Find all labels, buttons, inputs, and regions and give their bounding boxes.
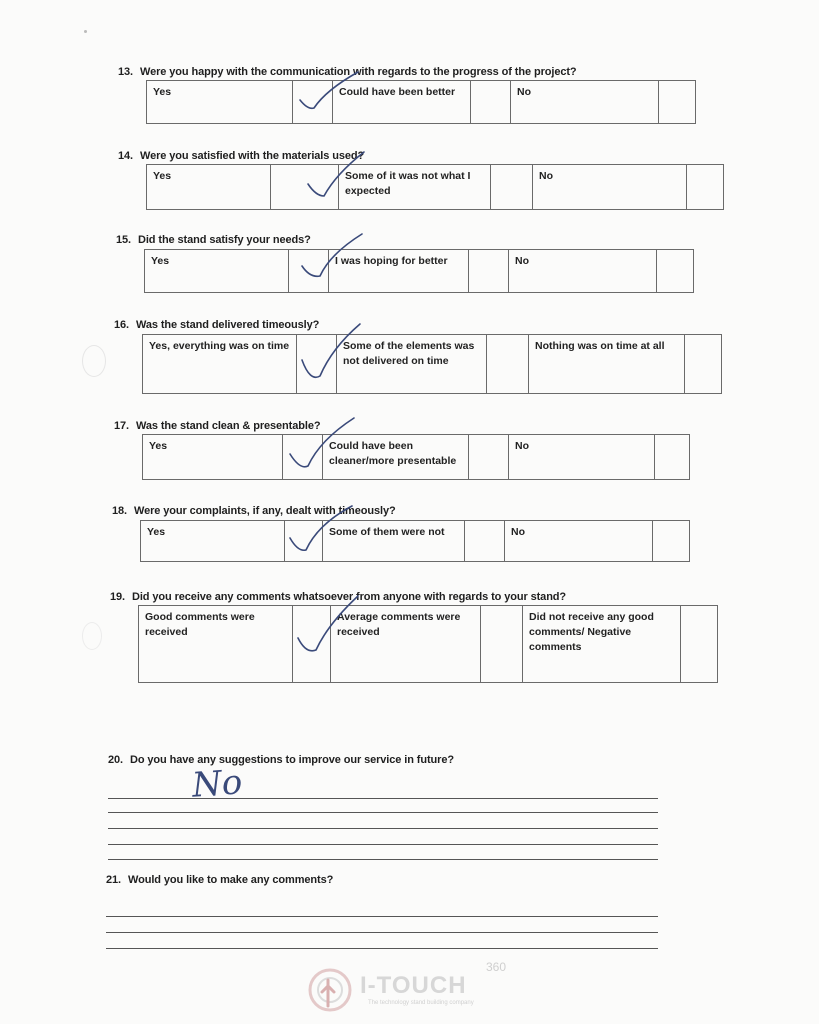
punch-hole-shadow [82,622,102,650]
question-13-options [146,80,696,124]
handwritten-answer: No [190,762,244,806]
question-16-title: 16. Was the stand delivered timeously? [114,319,320,331]
checkmark-icon [296,70,376,114]
checkbox-hoping-for-better[interactable] [469,250,509,292]
option-average-comments[interactable]: Average comments were received [331,606,481,682]
option-yes[interactable]: Yes [141,521,285,561]
checkbox-could-have-been-better[interactable] [471,81,511,123]
question-17-options [142,434,690,480]
touch-hand-icon [300,962,360,1014]
checkbox-could-be-cleaner[interactable] [469,435,509,479]
checkbox-average-comments[interactable] [481,606,523,682]
question-15-options [144,249,694,293]
option-yes[interactable]: Yes [145,250,289,292]
question-18-title: 18. Were your complaints, if any, dealt with timeously? [112,505,396,517]
question-17-title: 17. Was the stand clean & presentable? [114,420,321,432]
question-18-options [140,520,690,562]
company-logo [300,960,530,1020]
option-some-not-delivered[interactable]: Some of the elements was not delivered on time [337,335,487,393]
logo-wordmark: I-TOUCH [360,972,467,999]
scan-speck [84,30,87,33]
write-line[interactable] [106,948,658,949]
option-could-be-cleaner[interactable]: Could have been cleaner/more presentable [323,435,469,479]
option-some-not-expected[interactable]: Some of it was not what I expected [339,165,491,209]
question-16-options [142,334,722,394]
option-yes[interactable]: Yes [147,81,293,123]
question-20-title: 20. Do you have any suggestions to improve our service in future? [108,754,454,766]
checkbox-some-not-delivered[interactable] [487,335,529,393]
question-15-title: 15. Did the stand satisfy your needs? [116,234,311,246]
option-no[interactable]: No [509,250,657,292]
question-14-options [146,164,724,210]
write-line[interactable] [108,844,658,845]
checkbox-no[interactable] [653,521,689,561]
write-line[interactable] [108,798,658,799]
option-hoping-for-better[interactable]: I was hoping for better [329,250,469,292]
logo-badge: 360 [486,960,507,974]
write-line[interactable] [108,812,658,813]
checkmark-icon [296,592,366,658]
checkmark-icon [288,414,360,472]
question-13-title: 13. Were you happy with the communication with regards to the progress of the project? [118,66,577,78]
checkbox-no[interactable] [657,250,693,292]
checkbox-some-were-not[interactable] [465,521,505,561]
question-14-title: 14. Were you satisfied with the materials used? [118,150,365,162]
checkbox-nothing-on-time[interactable] [685,335,719,393]
write-line[interactable] [106,932,658,933]
option-no-good-comments[interactable]: Did not receive any good comments/ Negative comments [523,606,681,682]
checkbox-some-not-expected[interactable] [491,165,533,209]
checkmark-icon [298,320,368,388]
checkmark-icon [302,148,372,202]
option-some-were-not[interactable]: Some of them were not [323,521,465,561]
checkbox-no[interactable] [655,435,689,479]
checkmark-icon [298,232,368,282]
option-everything-on-time[interactable]: Yes, everything was on time [143,335,297,393]
option-nothing-on-time[interactable]: Nothing was on time at all [529,335,685,393]
punch-hole-shadow [82,345,106,377]
option-no[interactable]: No [509,435,655,479]
checkmark-icon [288,502,358,554]
checkbox-no[interactable] [659,81,695,123]
option-no[interactable]: No [505,521,653,561]
option-no[interactable]: No [533,165,687,209]
option-good-comments[interactable]: Good comments were received [139,606,293,682]
option-yes[interactable]: Yes [147,165,271,209]
logo-tagline: The technology stand building company [368,1000,474,1006]
checkbox-no-good-comments[interactable] [681,606,717,682]
option-could-have-been-better[interactable]: Could have been better [333,81,471,123]
option-no[interactable]: No [511,81,659,123]
option-yes[interactable]: Yes [143,435,283,479]
question-19-title: 19. Did you receive any comments whatsoever from anyone with regards to your stand? [110,591,567,603]
write-line[interactable] [108,828,658,829]
write-line[interactable] [108,859,658,860]
checkbox-no[interactable] [687,165,723,209]
question-19-options [138,605,718,683]
question-21-title: 21. Would you like to make any comments? [106,874,334,886]
write-line[interactable] [106,916,658,917]
